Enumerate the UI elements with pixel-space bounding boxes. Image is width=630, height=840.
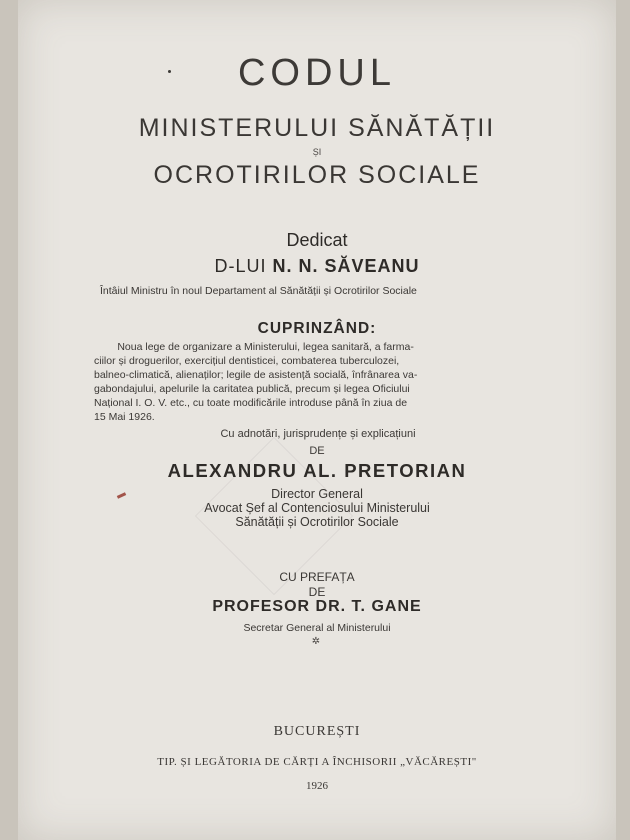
- contents-line: ciilor și droguerilor, exercițiul dentisticei, combaterea tuberculozei,: [94, 355, 400, 367]
- book-title: CODUL: [237, 52, 397, 94]
- subtitle-line-2: OCROTIRILOR SOCIALE: [153, 161, 481, 189]
- ornament-icon: ✲: [311, 636, 323, 647]
- contents-line: Național I. O. V. etc., cu toate modificările introduse până în ziua de: [94, 397, 408, 409]
- author-name: ALEXANDRU AL. PRETORIAN: [167, 460, 467, 481]
- dedicatee-name: N. N. SĂVEANU: [272, 256, 420, 276]
- contents-line: Noua lege de organizare a Ministerului, legea sanitară, a farma-: [94, 341, 414, 353]
- printer-line: TIP. ȘI LEGĂTORIA DE CĂRȚI A ÎNCHISORII „VĂCĂREȘTI": [157, 756, 477, 768]
- subtitle-line-1: MINISTERULUI SĂNĂTĂȚII: [138, 114, 496, 142]
- author-role-1: Director General: [271, 487, 363, 501]
- dedicatee-title: Întâiul Ministru în noul Departament al Sănătății și Ocrotirilor Sociale: [100, 285, 417, 297]
- subtitle-conjunction: ȘI: [312, 147, 322, 157]
- contents-heading: CUPRINZÂND:: [257, 320, 377, 337]
- title-page: [18, 0, 616, 840]
- preface-author-role: Secretar General al Ministerului: [243, 622, 391, 634]
- preface-author: PROFESOR DR. T. GANE: [212, 598, 422, 615]
- dedicatee: [18, 256, 616, 277]
- dedicatee-prefix: D-LUI: [214, 256, 267, 276]
- contents-line: gabondajului, apelurile la caritatea publică, precum și legea Oficiului: [94, 383, 410, 395]
- by-word: DE: [309, 445, 325, 457]
- contents-line: balneo-climatică, alienaților; legile de asistență socială, înfrânarea va-: [94, 369, 418, 381]
- preface-by-word: DE: [308, 585, 326, 599]
- contents-line: 15 Mai 1926.: [94, 411, 155, 423]
- dedication-word: Dedicat: [286, 230, 348, 250]
- annotations-line: Cu adnotări, jurisprudențe și explicațiuni: [220, 428, 416, 440]
- author-role-3: Sănătății și Ocrotirilor Sociale: [235, 515, 399, 529]
- publication-year: 1926: [306, 780, 328, 792]
- contents-paragraph: [94, 340, 554, 424]
- preface-label: CU PREFAȚA: [279, 570, 355, 584]
- publication-city: BUCUREȘTI: [273, 724, 361, 739]
- author-role-2: Avocat Șef al Contenciosului Ministerului: [204, 501, 430, 515]
